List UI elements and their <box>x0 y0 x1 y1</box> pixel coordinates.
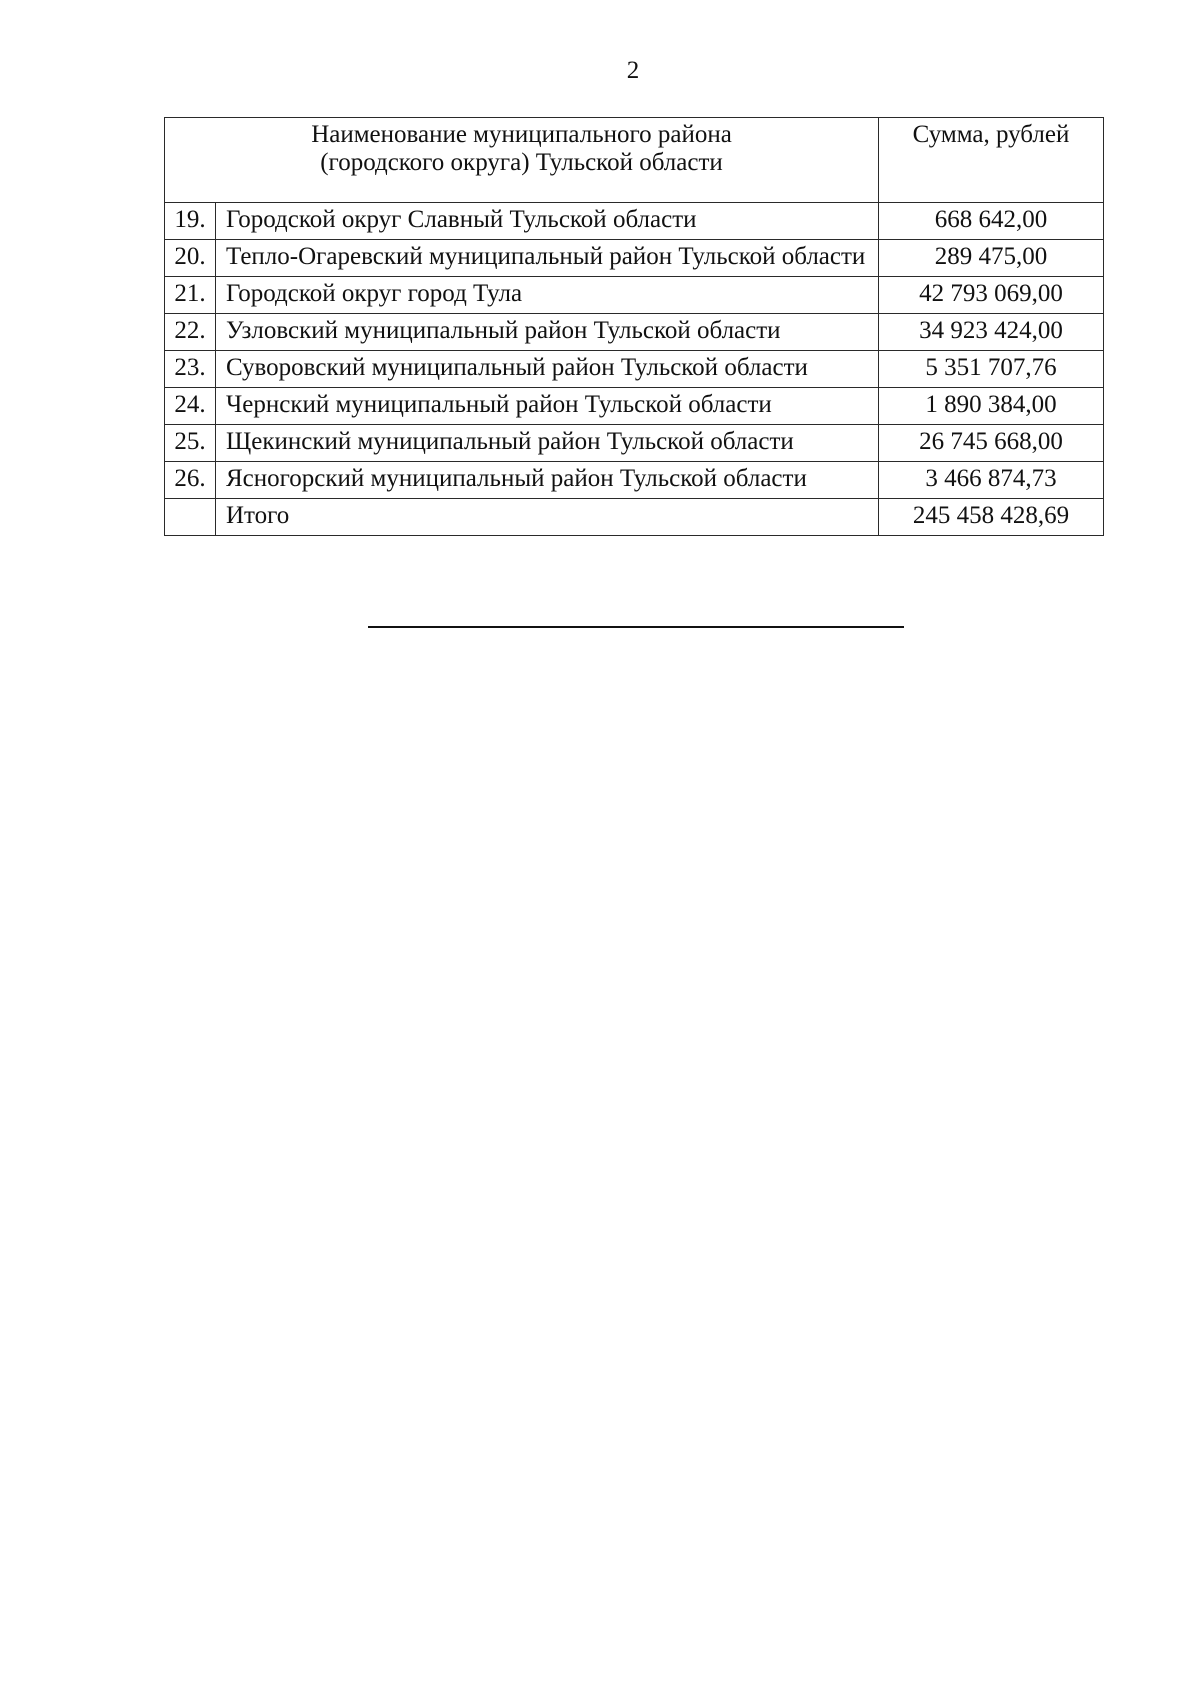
row-name: Городской округ город Тула <box>216 277 879 314</box>
row-number: 26. <box>165 462 216 499</box>
row-sum: 3 466 874,73 <box>879 462 1104 499</box>
end-separator-line <box>368 626 904 628</box>
table-row <box>165 351 1104 388</box>
row-name: Суворовский муниципальный район Тульской области <box>216 351 879 388</box>
row-number: 21. <box>165 277 216 314</box>
total-label: Итого <box>216 499 879 536</box>
table-row <box>165 277 1104 314</box>
page-number: 2 <box>626 57 640 84</box>
allocation-table <box>164 117 1104 536</box>
total-sum: 245 458 428,69 <box>879 499 1104 536</box>
table-header-row <box>165 118 1104 203</box>
table-row <box>165 388 1104 425</box>
header-name-line2: (городского округа) Тульской области <box>320 149 723 176</box>
row-number: 23. <box>165 351 216 388</box>
row-sum: 26 745 668,00 <box>879 425 1104 462</box>
row-name: Городской округ Славный Тульской области <box>216 203 879 240</box>
row-number: 25. <box>165 425 216 462</box>
row-sum: 668 642,00 <box>879 203 1104 240</box>
row-name: Чернский муниципальный район Тульской области <box>216 388 879 425</box>
row-sum: 1 890 384,00 <box>879 388 1104 425</box>
row-sum: 5 351 707,76 <box>879 351 1104 388</box>
header-sum-cell: Сумма, рублей <box>879 118 1104 203</box>
table-row <box>165 314 1104 351</box>
row-name: Узловский муниципальный район Тульской области <box>216 314 879 351</box>
header-name-cell <box>165 118 879 203</box>
table-row <box>165 203 1104 240</box>
row-sum: 34 923 424,00 <box>879 314 1104 351</box>
table-total-row <box>165 499 1104 536</box>
row-number: 24. <box>165 388 216 425</box>
row-name: Тепло-Огаревский муниципальный район Тульской области <box>216 240 879 277</box>
row-name: Ясногорский муниципальный район Тульской области <box>216 462 879 499</box>
row-number: 20. <box>165 240 216 277</box>
header-name-line1: Наименование муниципального района <box>311 121 732 148</box>
row-number: 22. <box>165 314 216 351</box>
row-sum: 42 793 069,00 <box>879 277 1104 314</box>
table-row <box>165 462 1104 499</box>
total-number-cell <box>165 499 216 536</box>
row-sum: 289 475,00 <box>879 240 1104 277</box>
table-row <box>165 425 1104 462</box>
row-number: 19. <box>165 203 216 240</box>
table-row <box>165 240 1104 277</box>
row-name: Щекинский муниципальный район Тульской области <box>216 425 879 462</box>
